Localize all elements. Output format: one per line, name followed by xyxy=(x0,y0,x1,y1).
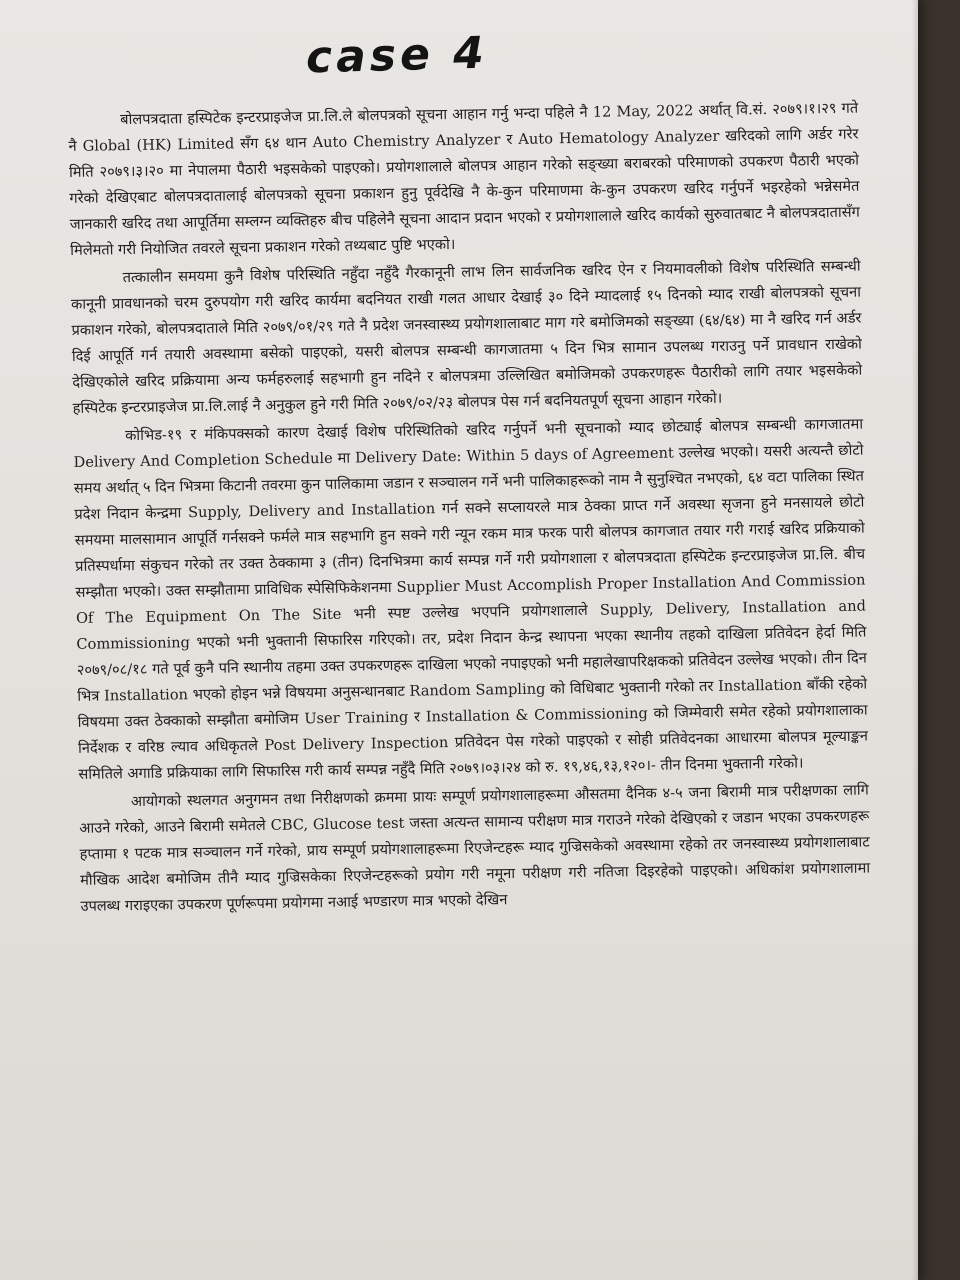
paragraph-4: आयोगको स्थलगत अनुगमन तथा निरीक्षणको क्रममा प्रायः सम्पूर्ण प्रयोगशालाहरूमा औसतमा दैनिक ४-५ जना बिरामी मात्र परीक्षणका लागि आउने गरेको, आउने बिरामी समेतले CBC, Glucose test जस्ता अत्यन्त सामान्य परीक्षण मात्र गराउने गरेको देखिएको र जडान भएका उपकरणहरू हप्तामा १ पटक मात्र सञ्चालन गर्ने गरेको, प्राय सम्पूर्ण प्रयोगशालाहरूमा रिएजेन्टहरू म्याद गुज्रिसकेको अवस्थामा रहेको तर जनस्वास्थ्य प्रयोगशालाबाट मौखिक आदेश बमोजिम तीनै म्याद गुज्रिसकेका रिएजेन्टहरूको प्रयोग गरी नमूना परीक्षण गरी नतिजा दिइरहेको पाइएको। अधिकांश प्रयोगशालामा उपलब्ध गराइएका उपकरण पूर्णरूपमा प्रयोगमा नआई भण्डारण मात्र भएको देखिन xyxy=(79,781,871,915)
paragraph-3: कोभिड-१९ र मंकिपक्सको कारण देखाई विशेष परिस्थितिको खरिद गर्नुपर्ने भनी सूचनाको म्याद छोट्याई बोलपत्र सम्बन्धी कागजातमा Delivery And Completion Schedule मा Delivery Date: Within 5 days of Agreement उल्लेख भएको। यसरी अत्यन्तै छोटो समय अर्थात् ५ दिन भित्रमा किटानी तवरमा कुन पालिकामा जडान र सञ्चालन गर्ने भनी पालिकाहरूको नाम नै सुनुश्चित नभएको, ६४ वटा पालिका स्थित प्रदेश निदान केन्द्रमा Supply, Delivery and Installation गर्न सक्ने सप्लायरले मात्र ठेक्का प्राप्त गर्ने अवस्था सृजना हुने मनसायले छोटो समयमा मालसामान आपूर्ति गर्नसक्ने फर्मले मात्र सहभागि हुन सक्ने गरी न्यून रकम मात्र फरक पारी बोलपत्र कागजात तयार गरी गराई खरिद प्रक्रियाको प्रतिस्पर्धामा संकुचन गरेको तर उक्त ठेक्कामा ३ (तीन) दिनभित्रमा कार्य सम्पन्न गर्ने गरी प्रयोगशाला र बोलपत्रदाता हस्पिटेक इन्टरप्राइजेज प्रा.लि. बीच सम्झौता भएको। उक्त सम्झौतामा प्राविधिक स्पेसिफिकेशनमा Supplier Must Accomplish Proper Installation And Commission Of The Equipment On The Site भनी स्पष्ट उल्लेख भएपनि प्रयोगशालाले Supply, Delivery, Installation and Commissioning भएको भनी भुक्तानी सिफारिस गरिएको। तर, प्रदेश निदान केन्द्र स्थापना भएका स्थानीय तहको दाखिला प्रतिवेदन हेर्दा मिति २०७९/०८/१८ गते पूर्व कुनै पनि स्थानीय तहमा उक्त उपकरणहरू दाखिला भएको नपाइएको भनी महालेखापरिक्षकको प्रतिवेदन उल्लेख भएको। तीन दिन भित्र Installation भएको होइन भन्ने विषयमा अनुसन्धानबाट Random Sampling को विधिबाट भुक्तानी गरेको तर Installation बाँकी रहेको विषयमा उक्त ठेक्काको सम्झौता बमोजिम User Training र Installation & Commissioning को जिम्मेवारी समेत रहेको प्रयोगशालाका निर्देशक र वरिष्ठ ल्याव अधिकृतले Post Delivery Inspection प्रतिवेदन पेस गरेको पाइएको र सोही प्रतिवेदनका आधारमा बोलपत्र मूल्याङ्कन समितिले अगाडि प्रक्रियाका लागि सिफारिस गरी कार्य सम्पन्न नहुँदै मिति २०७९।०३।२४ को रु. १९,४६,१३,१२०।- तीन दिनमा भुक्तानी गरेको। xyxy=(73,415,869,783)
page-edge-shadow xyxy=(912,0,918,1280)
document-body xyxy=(68,96,871,920)
paragraph-1: बोलपत्रदाता हस्पिटेक इन्टरप्राइजेज प्रा.लि.ले बोलपत्रको सूचना आहान गर्नु भन्दा पहिले नै 12 May, 2022 अर्थात् वि.सं. २०७९।१।२९ गते नै Global (HK) Limited सँग ६४ थान Auto Chemistry Analyzer र Auto Hematology Analyzer खरिदको लागि अर्डर गरेर मिति २०७९।३।२० मा नेपालमा पैठारी भइसकेको पाइएको। प्रयोगशालाले बोलपत्र आहान गरेको सङ्ख्या बराबरको परिमाणको उपकरण पैठारी भएको गरेको देखिएबाट बोलपत्रदातालाई बोलपत्रको सूचना प्रकाशन हुनु पूर्वदेखि नै के-कुन परिमाणमा के-कुन उपकरण खरिद गर्नुपर्ने भइरहेको भन्नेसमेत जानकारी खरिद तथा आपूर्तिमा सम्लग्न व्यक्तिहरु बीच पहिलेनै सूचना आदान प्रदान भएको र प्रयोगशालाले खरिद कार्यको सुरुवातबाट नै बोलपत्रदातासँग मिलेमतो गरी नियोजित तवरले सूचना प्रकाशन गरेको तथ्यबाट पुष्टि भएको। xyxy=(68,99,860,259)
handwritten-heading: case 4 xyxy=(305,27,489,84)
paragraph-2: तत्कालीन समयमा कुनै विशेष परिस्थिति नहुँदा नहुँदै गैरकानूनी लाभ लिन सार्वजनिक खरिद ऐन र नियमावलीको विशेष परिस्थिति सम्बन्धी कानूनी प्रावधानको चरम दुरुपयोग गरी खरिद कार्यमा बदनियत राखी गलत आधार देखाई ३० दिने म्यादलाई १५ दिनको म्याद राखी बोलपत्रको सूचना प्रकाशन गरेको, बोलपत्रदाताले मिति २०७९/०१/२९ गते नै प्रदेश जनस्वास्थ्य प्रयोगशालाबाट माग गरे बमोजिमको सङ्ख्या (६४/६४) मा नै खरिद गर्न अर्डर दिई आपूर्ति गर्न तयारी अवस्थामा बसेको पाइएको, यसरी बोलपत्र सम्बन्धी कागजातमा ५ दिन भित्र सामान उपलब्ध गराउनु पर्ने प्रावधान राखेको देखिएकोले खरिद प्रक्रियामा अन्य फर्महरुलाई सहभागी हुन नदिने र बोलपत्रमा उल्लिखित बमोजिमको उपकरणहरू पैठारीको लागि तयार भइसकेको हस्पिटेक इन्टरप्राइजेज प्रा.लि.लाई नै अनुकुल हुने गरी मिति २०७९/०२/२३ बोलपत्र पेस गर्न बदनियतपूर्ण सूचना आहान गरेको। xyxy=(70,257,863,417)
